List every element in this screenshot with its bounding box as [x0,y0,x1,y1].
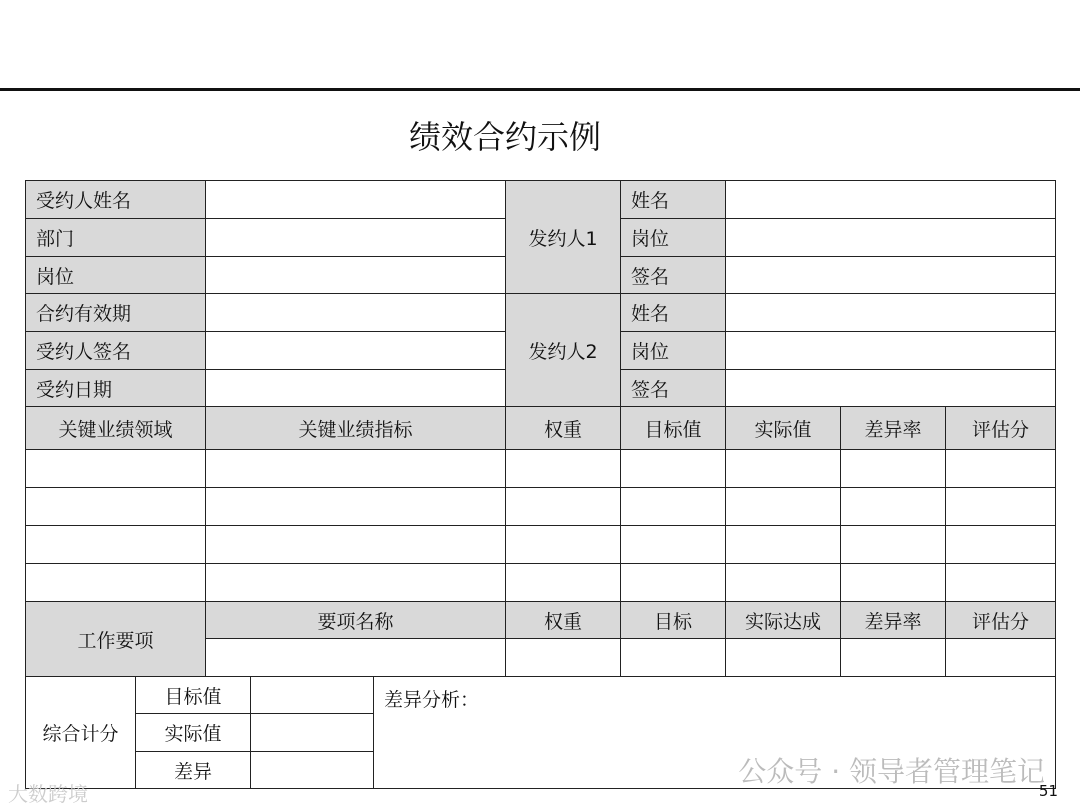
kpi-header: 实际值 [725,406,841,450]
watermark: 公众号 · 领导者管理笔记 [738,755,1045,788]
info-label: 受约日期 [25,369,206,407]
work-header: 权重 [505,601,621,639]
kpi-cell[interactable] [620,525,726,564]
info-value-field[interactable] [205,293,506,332]
kpi-cell[interactable] [205,449,506,488]
kpi-cell[interactable] [505,487,621,526]
work-header: 要项名称 [205,601,506,639]
kpi-cell[interactable] [840,449,946,488]
kpi-cell[interactable] [25,487,206,526]
kpi-cell[interactable] [945,563,1056,602]
work-cell[interactable] [840,638,946,677]
kpi-header: 差异率 [840,406,946,450]
issuer-field-label: 岗位 [620,218,726,257]
issuer1-label: 发约人1 [505,180,621,294]
summary-value-field[interactable] [250,713,374,752]
issuer-value-field[interactable] [725,256,1056,294]
kpi-header: 权重 [505,406,621,450]
issuer-field-label: 姓名 [620,180,726,219]
kpi-cell[interactable] [725,525,841,564]
kpi-header: 评估分 [945,406,1056,450]
summary-row-label: 目标值 [135,676,251,714]
info-label: 岗位 [25,256,206,294]
summary-value-field[interactable] [250,676,374,714]
info-value-field[interactable] [205,331,506,370]
kpi-cell[interactable] [25,449,206,488]
kpi-cell[interactable] [725,449,841,488]
kpi-cell[interactable] [725,563,841,602]
issuer-field-label: 签名 [620,369,726,407]
issuer-value-field[interactable] [725,331,1056,370]
kpi-cell[interactable] [620,563,726,602]
page-title: 绩效合约示例 [408,118,601,156]
summary-row-label: 差异 [135,751,251,789]
summary-value-field[interactable] [250,751,374,789]
kpi-cell[interactable] [620,487,726,526]
kpi-cell[interactable] [205,487,506,526]
issuer-field-label: 岗位 [620,331,726,370]
work-header: 差异率 [840,601,946,639]
kpi-cell[interactable] [25,525,206,564]
work-label: 工作要项 [25,601,206,677]
work-header: 目标 [620,601,726,639]
kpi-cell[interactable] [505,525,621,564]
kpi-cell[interactable] [945,525,1056,564]
info-value-field[interactable] [205,256,506,294]
kpi-cell[interactable] [840,525,946,564]
info-label: 受约人姓名 [25,180,206,219]
info-value-field[interactable] [205,218,506,257]
kpi-cell[interactable] [725,487,841,526]
kpi-cell[interactable] [505,449,621,488]
kpi-cell[interactable] [945,487,1056,526]
kpi-cell[interactable] [840,487,946,526]
info-label: 合约有效期 [25,293,206,332]
issuer-field-label: 姓名 [620,293,726,332]
issuer2-label: 发约人2 [505,293,621,407]
kpi-header: 关键业绩领域 [25,406,206,450]
kpi-header: 目标值 [620,406,726,450]
issuer-value-field[interactable] [725,180,1056,219]
info-value-field[interactable] [205,180,506,219]
work-cell[interactable] [505,638,621,677]
issuer-value-field[interactable] [725,369,1056,407]
header-rule [0,88,1080,91]
kpi-cell[interactable] [840,563,946,602]
work-header: 实际达成 [725,601,841,639]
kpi-cell[interactable] [945,449,1056,488]
summary-label: 综合计分 [25,676,136,789]
kpi-cell[interactable] [620,449,726,488]
kpi-cell[interactable] [25,563,206,602]
watermark-logo: 大数跨境 [8,782,88,806]
issuer-value-field[interactable] [725,293,1056,332]
summary-row-label: 实际值 [135,713,251,752]
work-header: 评估分 [945,601,1056,639]
work-cell[interactable] [725,638,841,677]
kpi-cell[interactable] [505,563,621,602]
info-value-field[interactable] [205,369,506,407]
info-label: 部门 [25,218,206,257]
analysis-field: 差异分析： [373,676,1056,789]
page-number: 51 [1038,782,1058,800]
work-cell[interactable] [945,638,1056,677]
kpi-header: 关键业绩指标 [205,406,506,450]
issuer-field-label: 签名 [620,256,726,294]
kpi-cell[interactable] [205,563,506,602]
work-cell[interactable] [205,638,506,677]
work-cell[interactable] [620,638,726,677]
kpi-cell[interactable] [205,525,506,564]
info-label: 受约人签名 [25,331,206,370]
issuer-value-field[interactable] [725,218,1056,257]
